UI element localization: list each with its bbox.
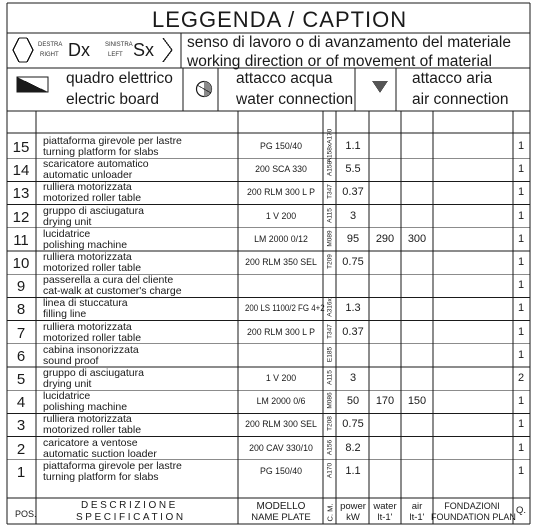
col-power-en: kW — [346, 512, 360, 523]
power-cell: 0.37 — [342, 325, 364, 338]
pos-cell: 13 — [12, 185, 30, 203]
cm-cell: M089 — [326, 230, 334, 247]
power-cell: 8.2 — [345, 441, 361, 454]
power-cell: 3 — [349, 209, 357, 222]
col-air-it: air — [411, 501, 423, 512]
col-water-it: water — [373, 501, 397, 512]
cm-cell: E185 — [326, 346, 334, 362]
desc-en-cell: turning platform for slabs — [43, 470, 159, 483]
desc-en-cell: motorized roller table — [43, 424, 142, 437]
pos-cell: 6 — [16, 347, 26, 365]
pos-cell: 7 — [16, 324, 26, 342]
table-row — [0, 297, 534, 320]
legend-board-en: electric board — [66, 91, 160, 108]
model-cell: PG 150/40 — [260, 141, 302, 151]
table-row — [0, 460, 534, 483]
water-connection-icon — [194, 79, 214, 99]
table-row — [0, 321, 534, 344]
legend-air-it: attacco aria — [412, 70, 493, 87]
desc-en-cell: cat-walk at customer's charge — [43, 285, 182, 298]
qty-cell: 1 — [517, 348, 525, 361]
sx-small-top: SINISTRA — [105, 42, 133, 48]
col-foundation-en: FOUNDATION PLAN — [431, 512, 516, 522]
desc-it-cell: rulliera motorizzata — [43, 413, 132, 426]
qty-cell: 1 — [517, 302, 525, 315]
water-cell: 170 — [375, 395, 395, 408]
col-cm: C. M. — [325, 503, 335, 522]
model-cell: LM 2000 0/12 — [254, 233, 308, 244]
desc-en-cell: motorized roller table — [43, 262, 142, 274]
desc-it-cell: rulliera motorizzata — [43, 181, 132, 194]
model-cell: PG 150/40 — [260, 465, 302, 476]
pos-cell: 10 — [12, 255, 30, 272]
desc-en-cell: polishing machine — [43, 401, 128, 414]
cm-cell: A170 — [326, 462, 334, 478]
col-power-it: power — [340, 501, 366, 512]
dx-small-bottom: RIGHT — [40, 52, 59, 58]
power-cell: 0.75 — [342, 256, 364, 268]
qty-cell: 1 — [517, 256, 525, 268]
col-model-it: MODELLO — [256, 501, 306, 512]
table-row — [0, 128, 534, 163]
desc-it-cell: lucidatrice — [43, 227, 91, 240]
desc-it-cell: rulliera motorizzata — [43, 320, 132, 333]
direction-right-icon — [11, 36, 35, 64]
cm-cell: M086 — [326, 392, 334, 409]
cm-cell: T347 — [326, 323, 334, 339]
model-cell: 200 RLM 300 L P — [246, 326, 316, 337]
legend-board-it: quadro elettrico — [66, 70, 173, 87]
qty-cell: 1 — [517, 441, 525, 454]
qty-cell: 1 — [517, 186, 525, 199]
power-cell: 0.37 — [342, 186, 364, 199]
legend-air-en: air connection — [412, 91, 509, 108]
col-air-en: lt-1' — [409, 512, 425, 523]
air-connection-icon — [371, 80, 389, 94]
table-row — [0, 367, 534, 390]
dx-label: Dx — [68, 40, 90, 60]
sx-small-bottom: LEFT — [108, 52, 123, 58]
desc-en-cell: motorized roller table — [43, 331, 142, 344]
desc-en-cell: automatic suction loader — [43, 447, 157, 460]
pos-cell: 4 — [16, 394, 26, 412]
qty-cell: 1 — [517, 232, 525, 245]
desc-it-cell: passerella a cura del cliente — [43, 274, 174, 287]
model-cell: 200 CAV 330/10 — [249, 442, 313, 453]
table-row — [0, 274, 534, 297]
col-pos: POS. — [15, 509, 37, 519]
pos-cell: 5 — [16, 371, 26, 388]
desc-it-cell: gruppo di asciugatura — [43, 367, 144, 379]
direction-left-icon — [161, 36, 175, 64]
cm-cell: A158xA170 — [326, 128, 334, 163]
model-cell: 200 RLM 300 L P — [246, 187, 316, 198]
legend-water-it: attacco acqua — [236, 70, 333, 87]
pos-cell: 12 — [12, 208, 30, 226]
model-cell: 1 V 200 — [265, 210, 297, 221]
power-cell: 95 — [346, 232, 360, 245]
pos-cell: 11 — [13, 231, 29, 249]
pos-cell: 1 — [16, 463, 26, 481]
desc-en-cell: turning platform for slabs — [43, 146, 159, 158]
desc-en-cell: sound proof — [43, 354, 99, 367]
desc-en-cell: drying unit — [43, 215, 92, 228]
table-row — [0, 205, 534, 228]
power-cell: 1.1 — [345, 464, 361, 477]
desc-en-cell: drying unit — [43, 378, 92, 390]
desc-it-cell: caricatore a ventose — [43, 436, 138, 449]
qty-cell: 1 — [517, 140, 525, 152]
cm-cell: T209 — [326, 254, 334, 269]
qty-cell: 1 — [517, 418, 525, 431]
desc-it-cell: lucidatrice — [43, 390, 91, 403]
qty-cell: 1 — [517, 163, 525, 176]
desc-en-cell: automatic unloader — [43, 169, 133, 182]
table-row — [0, 228, 534, 251]
power-cell: 1.3 — [345, 302, 361, 315]
electric-board-icon — [16, 76, 50, 94]
desc-it-cell: rulliera motorizzata — [43, 251, 132, 263]
cm-cell: A316x — [326, 298, 334, 318]
table-row — [0, 437, 534, 460]
air-cell: 300 — [407, 232, 427, 245]
desc-it-cell: gruppo di asciugatura — [43, 204, 144, 217]
dx-small-top: DESTRA — [38, 42, 63, 48]
cm-cell: A158 — [326, 161, 334, 177]
desc-it-cell: scaricatore automatico — [43, 158, 149, 171]
water-cell: 290 — [375, 232, 395, 245]
desc-en-cell: filling line — [43, 308, 87, 321]
power-cell: 0.75 — [342, 418, 364, 431]
sx-label: Sx — [133, 40, 155, 60]
cm-cell: A115 — [326, 370, 334, 385]
table-row — [0, 390, 534, 413]
pos-cell: 9 — [16, 278, 26, 296]
qty-cell: 1 — [517, 325, 525, 338]
desc-it-cell: cabina insonorizzata — [43, 343, 139, 356]
direction-text-en: working direction or of movement of material — [187, 53, 492, 70]
legend-water-en: water connection — [236, 91, 354, 108]
desc-en-cell: polishing machine — [43, 238, 128, 251]
cm-cell: T347 — [326, 184, 334, 200]
air-cell: 150 — [407, 395, 427, 408]
direction-text-it: senso di lavoro o di avanzamento del materiale — [187, 34, 511, 51]
table-row — [0, 158, 534, 181]
pos-cell: 3 — [16, 417, 26, 435]
table-row — [0, 251, 534, 274]
qty-cell: 1 — [517, 395, 525, 408]
model-cell: 200 RLM 350 SEL — [245, 257, 317, 267]
desc-en-cell: motorized roller table — [43, 192, 142, 205]
qty-cell: 1 — [517, 209, 525, 222]
model-cell: 200 SCA 330 — [255, 164, 307, 175]
power-cell: 1.1 — [345, 140, 361, 152]
model-cell: 200 RLM 300 SEL — [245, 419, 317, 430]
desc-it-cell: piattaforma girevole per lastre — [43, 135, 182, 147]
table-row — [0, 181, 534, 204]
model-cell: 1 V 200 — [265, 373, 297, 383]
desc-it-cell: linea di stuccatura — [43, 297, 128, 310]
col-desc-it: DESCRIZIONE — [81, 500, 178, 511]
col-water-en: lt-1' — [377, 512, 393, 523]
caption-title: LEGGENDA / CAPTION — [152, 7, 408, 32]
power-cell: 5.5 — [345, 163, 361, 176]
power-cell: 3 — [349, 372, 357, 384]
col-foundation-it: FONDAZIONI — [444, 501, 500, 511]
pos-cell: 8 — [16, 301, 26, 319]
qty-cell: 2 — [517, 372, 525, 384]
cm-cell: A156 — [326, 439, 334, 455]
table-row — [0, 344, 534, 367]
qty-cell: 1 — [517, 279, 525, 292]
model-cell: LM 2000 0/6 — [256, 396, 306, 407]
col-model-en: NAME PLATE — [251, 512, 311, 523]
power-cell: 50 — [346, 395, 360, 408]
model-cell: 200 LS 1100/2 FG 4+2 — [244, 303, 325, 314]
cm-cell: A115 — [326, 207, 334, 223]
col-qty: Q. — [515, 505, 527, 516]
qty-cell: 1 — [517, 464, 525, 477]
desc-it-cell: piattaforma girevole per lastre — [43, 459, 182, 472]
col-desc-en: SPECIFICATION — [76, 512, 186, 523]
cm-cell: T208 — [326, 416, 334, 432]
pos-cell: 14 — [12, 162, 30, 180]
table-row — [0, 413, 534, 436]
pos-cell: 15 — [12, 139, 30, 156]
pos-cell: 2 — [16, 440, 26, 458]
